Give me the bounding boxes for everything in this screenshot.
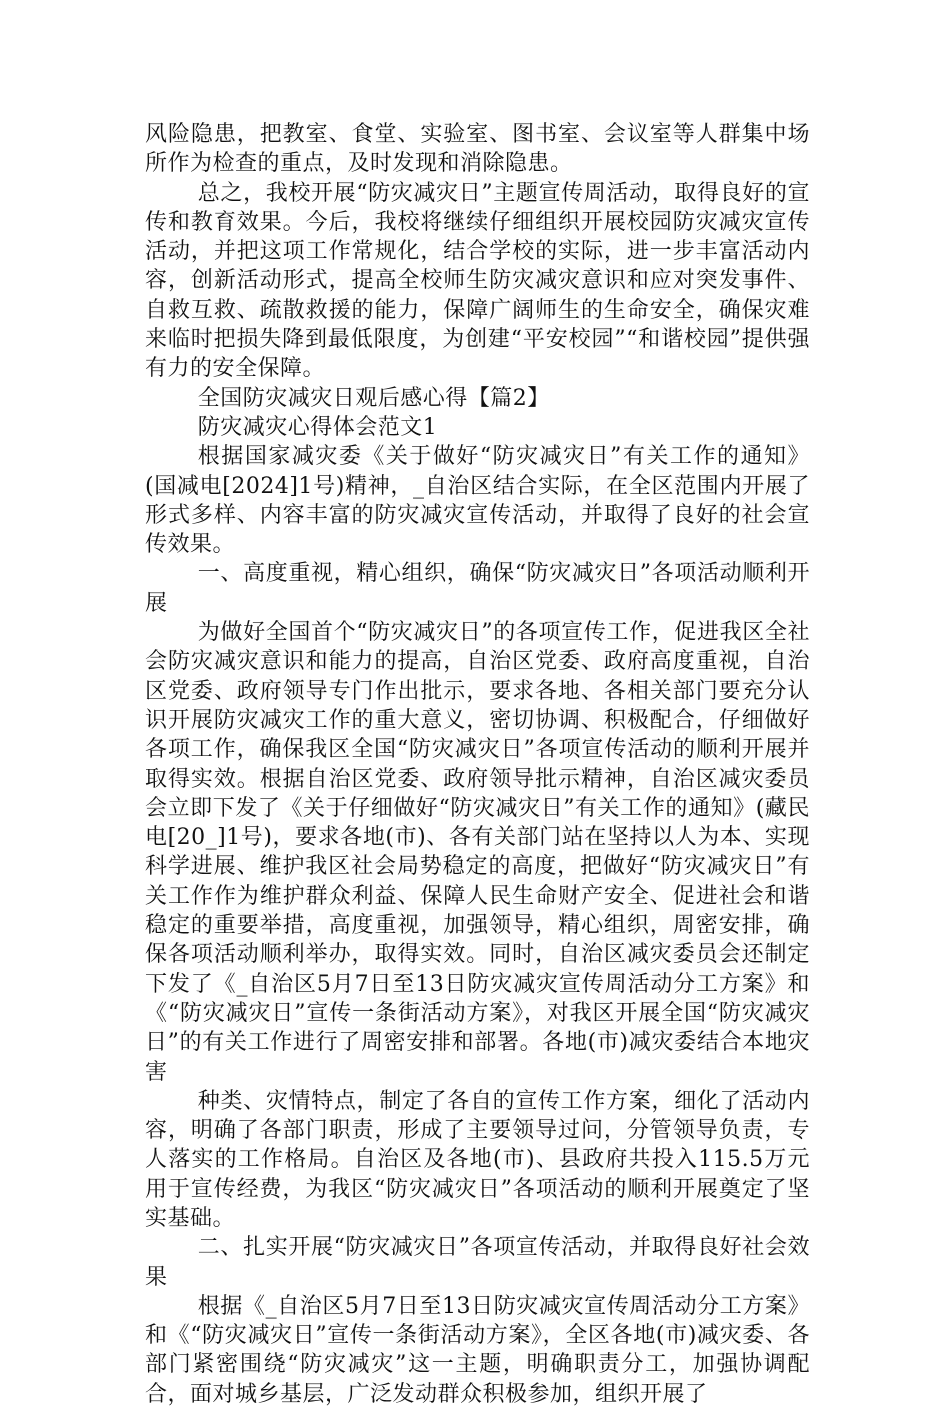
paragraph-summary: 总之，我校开展“防灾减灾日”主题宣传周活动，取得良好的宣传和教育效果。今后，我校将继续仔细组织开展校园防灾减灾宣传活动，并把这项工作常规化，结合学校的实际，进一步丰富活动内容，创新活动形式，提高全校师生防灾减灾意识和应对突发事件、自救互救、疏散救援的能力，保障广阔师生的生命安全，确保灾难来临时把损失降到最低限度，为创建“平安校园”“和谐校园”提供强有力的安全保障。 — [145, 180, 810, 382]
section-heading-part2: 全国防灾减灾日观后感心得【篇2】 — [197, 385, 550, 411]
paragraph-organization: 为做好全国首个“防灾减灾日”的各项宣传工作，促进我区全社会防灾减灾意识和能力的提高，自治区党委、政府高度重视，自治区党委、政府领导专门作出批示，要求各地、各相关部门要充分认识开展防灾减灾工作的重大意义，密切协调、积极配合，仔细做好各项工作，确保我区全国“防灾减灾日”各项宣传活动的顺利开展并取得实效。根据自治区党委、政府领导批示精神，自治区减灾委员会立即下发了《关于仔细做好“防灾减灾日”有关工作的通知》(藏民电[20_]1号)，要求各地(市)、各有关部门站在坚持以人为本、实现科学进展、维护我区社会局势稳定的高度，把做好“防灾减灾日”有关工作作为维护群众利益、保障人民生命财产安全、促进社会和谐稳定的重要举措，高度重视，加强领导，精心组织，周密安排，确保各项活动顺利举办，取得实效。同时，自治区减灾委员会还制定下发了《_自治区5月7日至13日防灾减灾宣传周活动分工方案》和《“防灾减灾日”宣传一条街活动方案》，对我区开展全国“防灾减灾日”的有关工作进行了周密安排和部署。各地(市)减灾委结合本地灾害 — [145, 620, 810, 1085]
paragraph-activities: 根据《_自治区5月7日至13日防灾减灾宣传周活动分工方案》和《“防灾减灾日”宣传一条街活动方案》，全区各地(市)减灾委、各部门紧密围绕“防灾减灾”这一主题，明确职责分工，加强协调配合，面对城乡基层，广泛发动群众积极参加，组织开展了 — [145, 1293, 810, 1407]
section-heading-one: 一、高度重视，精心组织，确保“防灾减灾日”各项活动顺利开展 — [145, 561, 810, 616]
document-body — [145, 120, 810, 1409]
paragraph-notice-basis: 根据国家减灾委《关于做好“防灾减灾日”有关工作的通知》(国减电[2024]1号)精神，_自治区结合实际，在全区范围内开展了形式多样、内容丰富的防灾减灾宣传活动，并取得了良好的社会宣传效果。 — [145, 444, 810, 558]
section-subheading-sample1: 防灾减灾心得体会范文1 — [197, 414, 438, 440]
paragraph-risk-hazards: 风险隐患，把教室、食堂、实验室、图书室、会议室等人群集中场所作为检查的重点，及时发现和消除隐患。 — [145, 122, 810, 177]
section-heading-two: 二、扎实开展“防灾减灾日”各项宣传活动，并取得良好社会效果 — [145, 1235, 810, 1290]
paragraph-work-pattern: 种类、灾情特点，制定了各自的宣传工作方案，细化了活动内容，明确了各部门职责，形成了主要领导过问，分管领导负责，专人落实的工作格局。自治区及各地(市)、县政府共投入115.5万元用于宣传经费，为我区“防灾减灾日”各项活动的顺利开展奠定了坚实基础。 — [145, 1088, 810, 1231]
